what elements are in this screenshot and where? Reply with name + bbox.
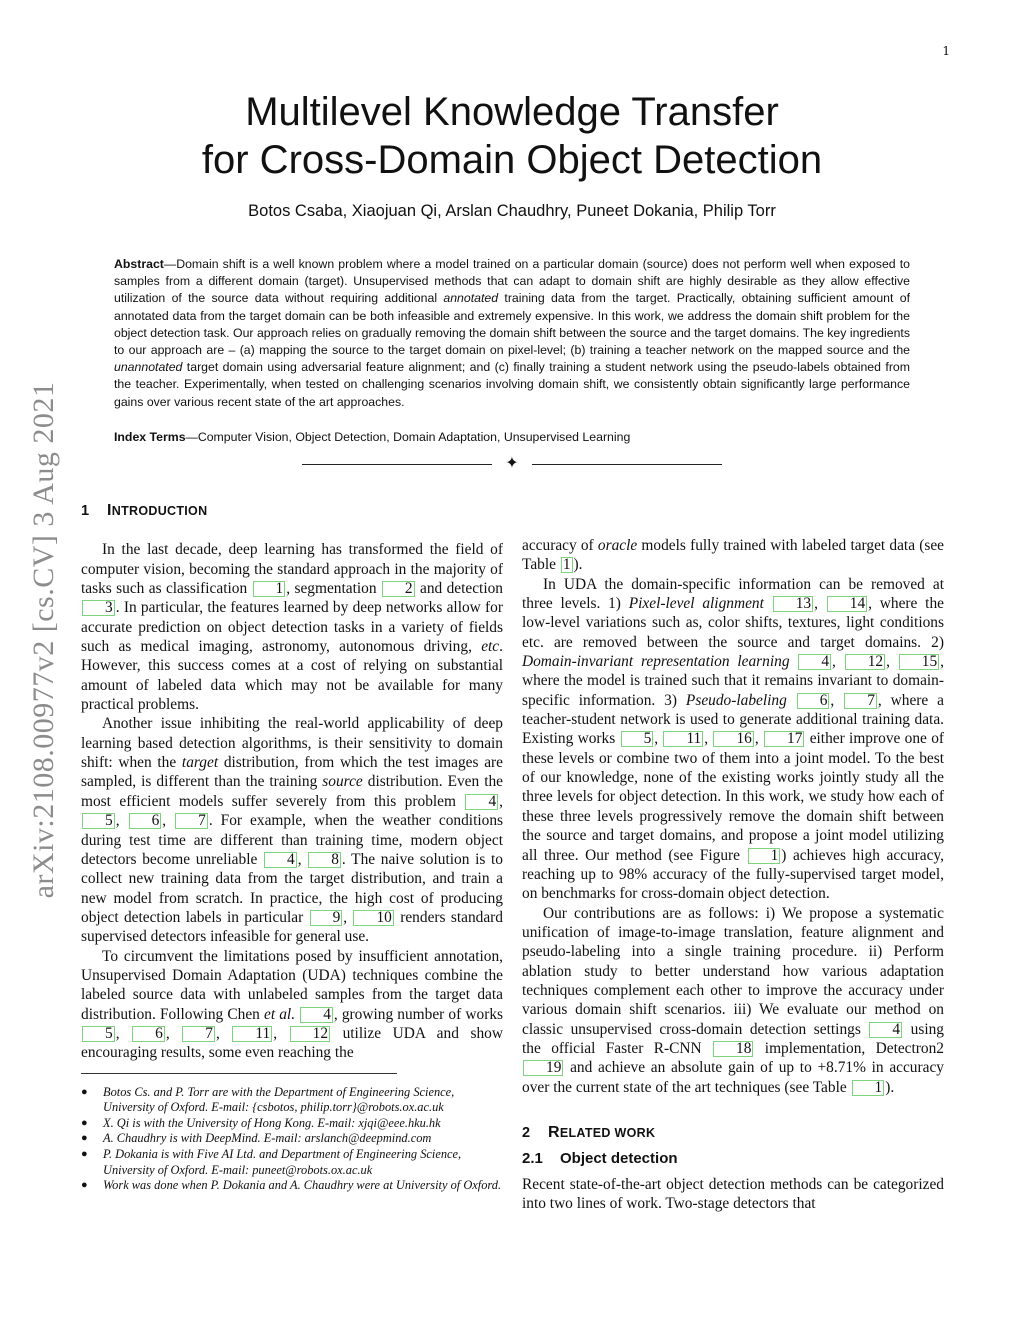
emphasis-text: Pseudo-labeling	[685, 691, 787, 709]
abstract-text: —Domain shift is a well known problem where a model trained on a particular domain (source) does not perform well when exposed to samples from a different domain (target). Unsupervised methods that can adapt to domain shift are highly desirable as they allow effective utilization of the source data without requiring additional	[114, 257, 910, 306]
figure-reference-link[interactable]: 1	[748, 848, 781, 864]
citation-link[interactable]: 12	[290, 1026, 330, 1042]
bullet-icon: ●	[81, 1085, 88, 1098]
paragraph-text: ,	[654, 730, 663, 748]
citation-link[interactable]: 4	[869, 1022, 902, 1038]
paragraph-text: ,	[162, 812, 175, 830]
bullet-icon: ●	[81, 1148, 88, 1160]
section-number: 2	[522, 1124, 531, 1141]
intro-paragraph-2	[81, 714, 503, 946]
emphasis-text: oracle	[597, 537, 638, 554]
paragraph-text	[787, 692, 796, 709]
title-line-1: Multilevel Knowledge Transfer	[245, 90, 779, 134]
table-reference-link[interactable]: 1	[852, 1080, 885, 1096]
citation-link[interactable]: 9	[310, 910, 343, 926]
paragraph-text: ).	[573, 556, 583, 574]
paragraph-text: distribution, from which the test images are sampled, is different than the training	[81, 754, 504, 791]
abstract-label: Abstract	[114, 257, 164, 271]
divider-star-icon: ✦	[505, 455, 519, 472]
paragraph-text: To circumvent the limitations posed by insufficient annotation, Unsupervised Domain Adaptation (UDA) techniques combine the labeled source data with unlabeled samples from the target data distribution. Following Chen	[81, 947, 503, 1023]
paragraph-text: ,	[814, 595, 826, 613]
paper-title	[120, 88, 904, 184]
table-reference-link[interactable]: 1	[562, 556, 571, 574]
paragraph-text: ).	[885, 1078, 895, 1096]
citation-link[interactable]: 13	[773, 596, 813, 612]
footnote-item	[81, 1085, 503, 1116]
emphasis-text: source	[322, 773, 363, 791]
paragraph-text: Our contributions are as follows: i) We propose a systematic unification of image-to-image translation, feature alignment and pseudo-labeling into a single training procedure. ii) Perform ablation study to better understand how various adaptation techniques complement each other to improve the accuracy under various domain shift scenarios. iii) We evaluate our method on classic unsupervised cross-domain detection settings	[522, 904, 944, 1038]
paragraph-text: ,	[115, 1024, 132, 1042]
paragraph-text: ) achieves high accuracy, reaching up to 98% accuracy of the fully-supervised target model, on benchmarks for cross-domain object detection.	[522, 846, 945, 903]
paragraph-text: and detection	[415, 580, 503, 598]
subsection-title: Object detection	[560, 1150, 678, 1168]
section-title-rest: NTRODUCTION	[111, 504, 208, 518]
paragraph-text: , where the model is trained such that it remains invariant to domain-specific information. 3)	[522, 653, 944, 709]
citation-link[interactable]: 17	[764, 731, 804, 747]
intro-paragraph-3-continued	[522, 536, 944, 575]
paragraph-text: accuracy of	[522, 537, 598, 554]
citation-link[interactable]: 10	[353, 910, 393, 926]
footnote-text: A. Chaudhry is with DeepMind. E-mail: arslanch@deepmind.com	[103, 1131, 432, 1146]
citation-link[interactable]: 19	[523, 1060, 563, 1076]
paragraph-text: ,	[273, 1024, 289, 1042]
paragraph-text: utilize UDA and show encouraging results, some even reaching the	[81, 1024, 503, 1062]
bullet-icon: ●	[81, 1116, 88, 1129]
section-number: 1	[81, 503, 90, 519]
paragraph-text: ,	[343, 908, 353, 926]
footnote-rule	[81, 1073, 397, 1074]
citation-link[interactable]: 11	[663, 731, 703, 747]
paragraph-text: In UDA the domain-specific information can be removed at three levels. 1)	[522, 575, 944, 613]
paragraph-text: either improve one of these levels or combine two of them into a joint model. To the best of our knowledge, none of the existing works jointly study all the three levels for object detection. In this work, we study how each of these three levels progressively remove the domain shift between the source and target domains, and propose a joint model utilizing all three. Our method (see Figure	[522, 730, 945, 864]
footnote-item	[81, 1178, 503, 1194]
footnote-text: Work was done when P. Dokania and A. Chaudhry were at University of Oxford.	[103, 1178, 502, 1193]
citation-link[interactable]: 8	[308, 852, 341, 868]
citation-link[interactable]: 5	[621, 731, 654, 747]
author-footnotes	[81, 1085, 503, 1194]
bullet-icon: ●	[81, 1179, 88, 1192]
paragraph-text	[790, 653, 798, 670]
paragraph-text: and achieve an absolute gain of up to +8.71% in accuracy over the current state of the art techniques (see Table	[522, 1059, 944, 1096]
paragraph-text: ,	[499, 792, 503, 810]
paragraph-text: . In particular, the features learned by deep networks allow for accurate prediction on object detection tasks in a variety of fields such as medical imaging, astronomy, autonomous driving,	[81, 599, 503, 656]
section-title-rest: ELATED WORK	[559, 1125, 656, 1140]
index-terms-label: Index Terms	[114, 430, 186, 444]
paragraph-text: ,	[297, 850, 308, 868]
paragraph-text: ,	[215, 1024, 232, 1042]
paragraph-text: , where the low-level variations such as, color shifts, textures, light conditions etc. are removed between the source and target domains. 2)	[522, 595, 944, 651]
divider-rule-left	[302, 464, 492, 465]
paragraph-text: ,	[832, 653, 844, 671]
paragraph-text: using the official Faster R-CNN	[522, 1020, 944, 1057]
abstract	[114, 256, 910, 411]
citation-link[interactable]: 12	[845, 654, 885, 670]
citation-link[interactable]: 3	[82, 600, 115, 616]
emphasis-text: et al.	[263, 1005, 296, 1023]
footnote-text: X. Qi is with the University of Hong Kong. E-mail: xjqi@eee.hku.hk	[103, 1115, 441, 1130]
paragraph-text: ,	[886, 653, 898, 671]
citation-link[interactable]: 14	[827, 596, 867, 612]
citation-link[interactable]: 2	[382, 581, 415, 597]
index-terms	[114, 429, 910, 446]
footnote-item	[81, 1131, 503, 1147]
intro-paragraph-3	[81, 947, 503, 1063]
citation-link[interactable]: 6	[129, 813, 162, 829]
citation-link[interactable]: 7	[844, 693, 877, 709]
paragraph-text: ,	[115, 812, 128, 830]
paragraph-text: models fully trained with labeled target data (see Table	[522, 537, 944, 574]
paragraph-text: In the last decade, deep learning has transformed the field of computer vision, becoming the standard approach in the majority of tasks such as classification	[81, 541, 503, 598]
footnote-text: Botos Cs. and P. Torr are with the Department of Engineering Science, University of Oxford. E-mail: {csbotos, philip.torr}@robots.ox.ac.uk	[103, 1084, 455, 1115]
section-title-initial: I	[107, 502, 112, 519]
paragraph-text: . However, this success comes at a cost of relying on substantial amount of labeled data which may not be available for many practical problems.	[81, 638, 503, 714]
citation-link[interactable]: 15	[899, 654, 939, 670]
arxiv-identifier-stamp: arXiv:2108.00977v2 [cs.CV] 3 Aug 2021	[27, 381, 60, 899]
emphasis-text: etc	[481, 638, 500, 656]
emphasis-text: target	[181, 754, 219, 772]
paragraph-text: distribution. Even the most efficient models suffer severely from this problem	[81, 773, 503, 810]
paragraph-text: implementation, Detectron2	[754, 1039, 944, 1057]
footnote-item	[81, 1116, 503, 1132]
intro-paragraph-4	[522, 575, 944, 904]
paragraph-text: , growing number of works	[333, 1005, 503, 1023]
intro-paragraph-1	[81, 540, 503, 714]
divider-rule-right	[532, 464, 722, 465]
paragraph-text: , segmentation	[286, 580, 381, 598]
citation-link[interactable]: 4	[264, 852, 297, 868]
footnote-text: P. Dokania is with Five AI Ltd. and Department of Engineering Science, University of Oxford. E-mail: puneet@robots.ox.ac.uk	[103, 1147, 462, 1177]
subsection-heading-object-detection	[522, 1149, 944, 1168]
paragraph-text: ,	[165, 1024, 182, 1042]
author-list: Botos Csaba, Xiaojuan Qi, Arslan Chaudhry, Puneet Dokania, Philip Torr	[248, 202, 776, 220]
abstract-text: target domain using adversarial feature alignment; and (c) finally training a student network using the pseudo-labels obtained from the teacher. Experimentally, when tested on challenging scenarios involving domain shift, we consistently obtain significantly large performance gains over various recent state of the art approaches.	[114, 360, 910, 409]
citation-link[interactable]: 11	[232, 1026, 272, 1042]
section-title-initial: R	[548, 1123, 560, 1141]
paragraph-text: . The naive solution is to collect new training data from the target distribution, and train a new model from scratch. In practice, the high cost of producing object detection labels in particular	[81, 850, 503, 926]
paragraph-text	[295, 1006, 299, 1023]
emphasis-text: Domain-invariant representation learning	[522, 653, 790, 671]
related-work-paragraph-1	[522, 1175, 944, 1214]
paragraph-text: ,	[704, 730, 713, 748]
title-line-2: for Cross-Domain Object Detection	[201, 138, 823, 182]
abstract-text: training data from the target. Practically, obtaining sufficient amount of annotated data from the target domain can be both infeasible and extremely expensive. In this work, we address the domain shift problem for the object detection task. Our approach relies on gradually removing the domain shift between the source and the target domains. The key ingredients to our approach are – (a) mapping the source to the target domain on pixel-level; (b) training a teacher network on the mapped source and the	[114, 291, 910, 358]
citation-link[interactable]: 5	[82, 1026, 115, 1042]
left-column	[81, 498, 503, 1194]
citation-link[interactable]: 18	[713, 1041, 753, 1057]
citation-link[interactable]: 5	[82, 813, 115, 829]
paragraph-text	[764, 595, 772, 612]
citation-link[interactable]: 1	[253, 581, 286, 597]
section-heading-related-work	[522, 1123, 944, 1143]
emphasis-text: Pixel-level alignment	[628, 595, 764, 613]
paragraph-text: Another issue inhibiting the real-world applicability of deep learning based detection algorithms, is their sensitivity to domain shift: when the	[81, 715, 503, 772]
contributions-paragraph	[522, 904, 944, 1097]
paragraph-text: ,	[754, 730, 763, 748]
paragraph-text: . For example, when the weather conditions during test time are different than training time, modern object detectors become unreliable	[81, 812, 504, 868]
index-terms-text: —Computer Vision, Object Detection, Domain Adaptation, Unsupervised Learning	[185, 430, 631, 444]
section-divider	[302, 455, 722, 475]
right-column	[522, 536, 944, 1213]
citation-link[interactable]: 6	[132, 1026, 165, 1042]
paragraph-text: Recent state-of-the-art object detection methods can be categorized into two lines of work. Two-stage detectors that	[522, 1175, 944, 1212]
subsection-number: 2.1	[522, 1150, 543, 1168]
page-number: 1	[942, 44, 950, 58]
citation-link[interactable]: 4	[798, 654, 831, 670]
abstract-emphasis: unannotated	[114, 360, 183, 375]
citation-link[interactable]: 7	[175, 813, 208, 829]
paragraph-text: , where a teacher-student network is used to generate additional training data. Existing works	[522, 691, 944, 748]
section-heading-introduction	[81, 501, 503, 521]
abstract-emphasis: annotated	[443, 291, 499, 306]
citation-link[interactable]: 4	[300, 1007, 333, 1023]
bullet-icon: ●	[81, 1132, 88, 1145]
citation-link[interactable]: 4	[465, 794, 498, 810]
citation-link[interactable]: 7	[182, 1026, 215, 1042]
citation-link[interactable]: 16	[713, 731, 753, 747]
paragraph-text: ,	[830, 691, 844, 709]
citation-link[interactable]: 6	[797, 693, 830, 709]
footnote-item	[81, 1147, 503, 1178]
paragraph-text: renders standard supervised detectors infeasible for general use.	[81, 908, 503, 946]
